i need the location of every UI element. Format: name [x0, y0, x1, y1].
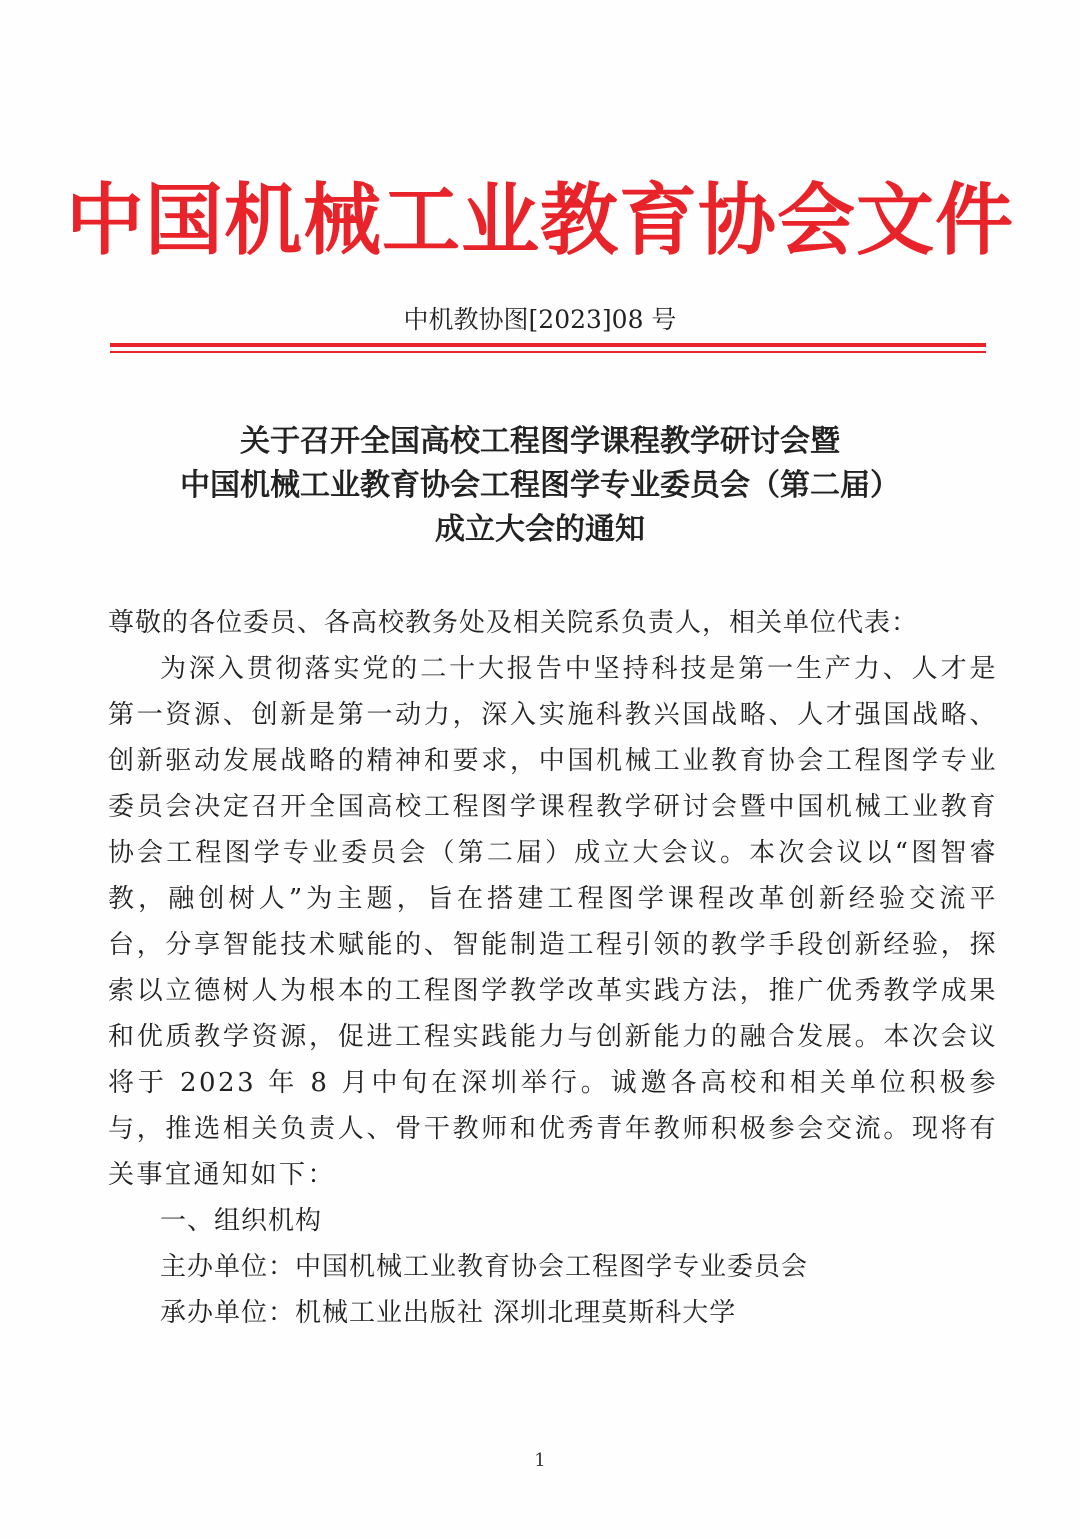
notice-title — [60, 420, 1020, 552]
page-number: 1 — [534, 1450, 546, 1471]
document-number: 中机教协图[2023]08 号 — [403, 305, 677, 334]
notice-title-line-3: 成立大会的通知 — [435, 512, 645, 547]
notice-title-line-2: 中国机械工业教育协会工程图学专业委员会（第二届） — [180, 468, 900, 503]
main-paragraph: 为深入贯彻落实党的二十大报告中坚持科技是第一生产力、人才是第一资源、创新是第一动力，深入实施科教兴国战略、人才强国战略、创新驱动发展战略的精神和要求，中国机械工业教育协会工程图学专业委员会决定召开全国高校工程图学课程教学研讨会暨中国机械工业教育协会工程图学专业委员会（第二届）成立大会议。本次会议以“图智睿教，融创树人”为主题，旨在搭建工程图学课程改革创新经验交流平台，分享智能技术赋能的、智能制造工程引领的教学手段创新经验，探索以立德树人为根本的工程图学教学改革实践方法，推广优秀教学成果和优质教学资源，促进工程实践能力与创新能力的融合发展。本次会议将于 2023 年 8 月中旬在深圳举行。诚邀各高校和相关单位积极参与，推选相关负责人、骨干教师和优秀青年教师积极参会交流。现将有关事宜通知如下： — [108, 654, 998, 1190]
section-heading: 一、组织机构 — [160, 1206, 323, 1236]
red-divider-thick — [110, 343, 986, 347]
notice-body — [108, 600, 998, 1336]
salutation: 尊敬的各位委员、各高校教务处及相关院系负责人，相关单位代表： — [108, 608, 919, 638]
red-divider-thin — [110, 351, 986, 353]
notice-title-line-1: 关于召开全国高校工程图学课程教学研讨会暨 — [240, 424, 840, 459]
organizer-line: 主办单位：中国机械工业教育协会工程图学专业委员会 — [160, 1252, 809, 1282]
co-organizer-line: 承办单位：机械工业出版社 深圳北理莫斯科大学 — [160, 1298, 737, 1328]
document-header-title: 中国机械工业教育协会文件 — [65, 176, 1014, 266]
